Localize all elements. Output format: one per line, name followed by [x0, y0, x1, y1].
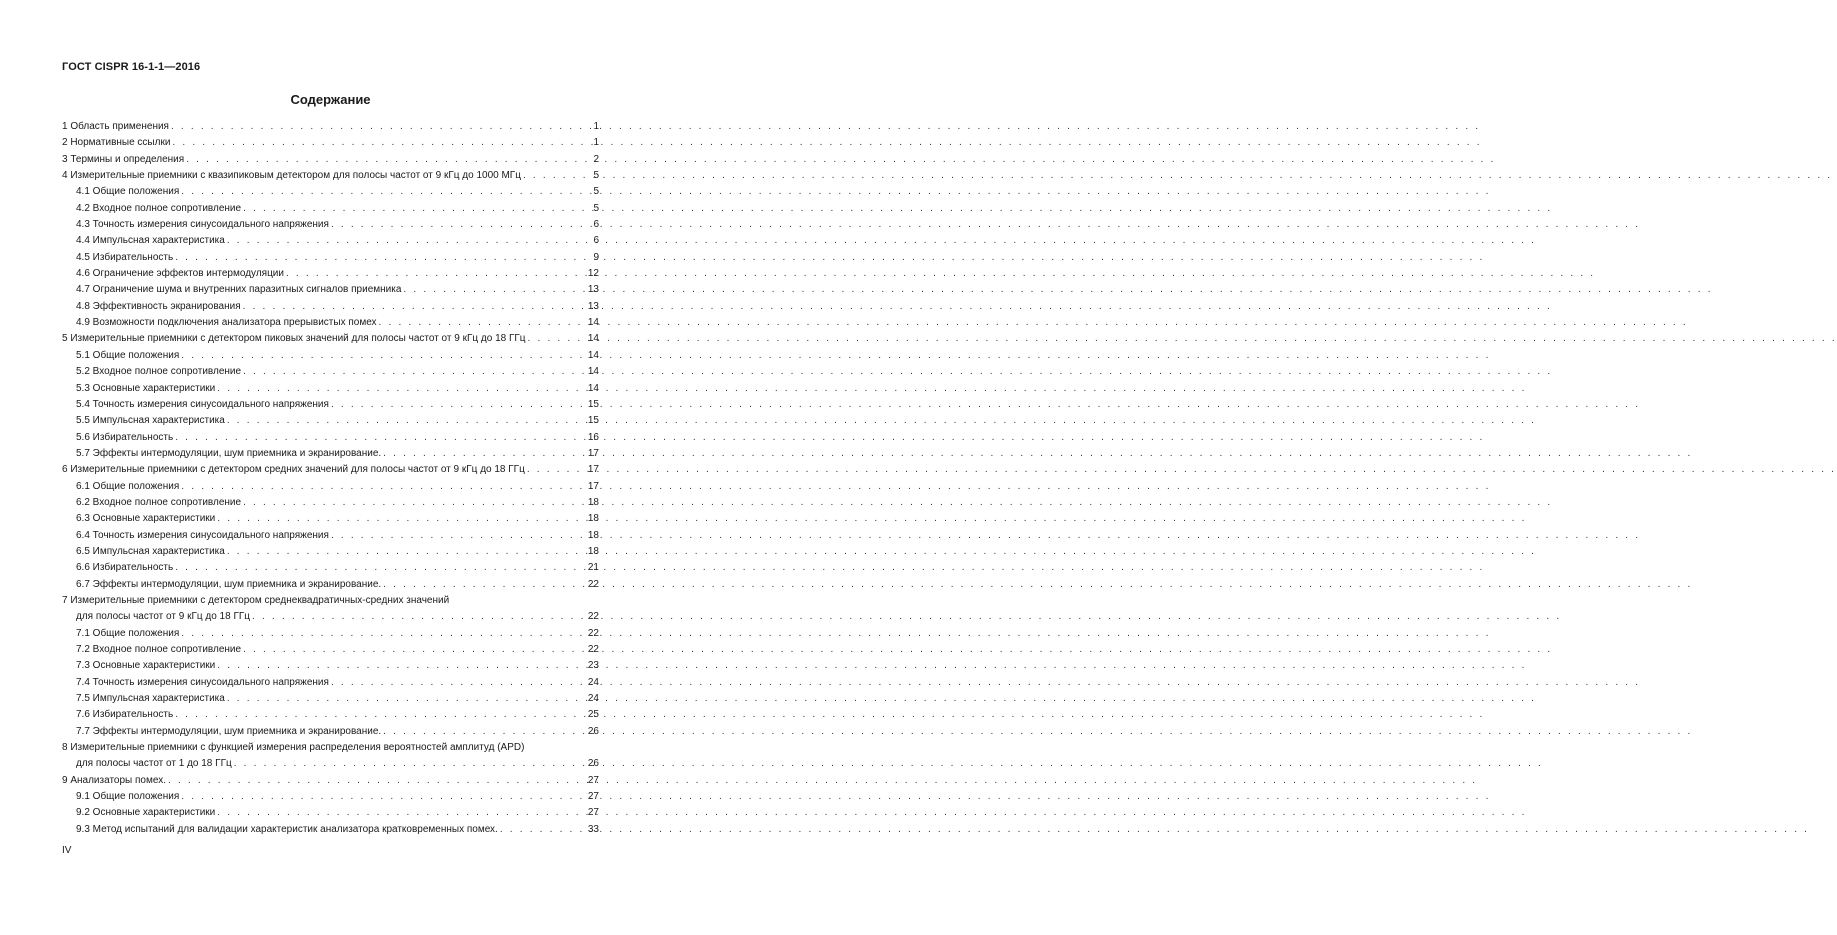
toc-entry[interactable]: [62, 135, 599, 151]
toc-leader-dots: [217, 805, 586, 821]
toc-leader-dots: [383, 577, 586, 593]
toc-leader-dots: [379, 315, 586, 331]
toc-leader-dots: [252, 609, 586, 625]
toc-entry-page: 13: [587, 284, 599, 296]
toc-entry[interactable]: [62, 756, 599, 772]
toc-entry-page: 22: [587, 578, 599, 590]
toc-entry-text: 7 Измерительные приемники с детектором среднеквадратичных-средних значений: [62, 594, 450, 606]
toc-entry-text: 6.2 Входное полное сопротивление: [76, 496, 242, 508]
toc-entry-text: 5.6 Избирательность: [76, 431, 174, 443]
toc-leader-dots: [227, 413, 586, 429]
toc-entry-page: 25: [587, 709, 599, 721]
toc-leader-dots: [181, 348, 586, 364]
toc-entry-page: 9: [593, 251, 599, 263]
toc-leader-dots: [175, 430, 586, 446]
toc-entry-text: 9.2 Основные характеристики: [76, 807, 216, 819]
toc-entry-page: 14: [587, 382, 599, 394]
toc-entry[interactable]: [62, 152, 599, 168]
toc-leader-dots: [383, 446, 586, 462]
toc-entry[interactable]: [62, 626, 599, 642]
toc-entry[interactable]: [62, 691, 599, 707]
toc-leader-dots: [186, 152, 589, 168]
toc-entry-text: 9.3 Метод испытаний для валидации характеристик анализатора кратковременных помех.: [76, 823, 498, 835]
toc-entry-page: 6: [593, 235, 599, 247]
toc-entry-text: 5.2 Входное полное сопротивление: [76, 366, 242, 378]
toc-entry-text: 4.3 Точность измерения синусоидального напряжения: [76, 219, 329, 231]
toc-entry[interactable]: [62, 119, 599, 135]
toc-entry-page: 18: [587, 513, 599, 525]
toc-entry[interactable]: [62, 266, 599, 282]
toc-entry-text: 6.6 Избирательность: [76, 562, 174, 574]
toc-entry[interactable]: [62, 675, 599, 691]
toc-entry-page: 24: [587, 676, 599, 688]
toc-entry-text: 5.7 Эффекты интермодуляции, шум приемника и экранирование.: [76, 447, 382, 459]
toc-leader-dots: [243, 495, 586, 511]
toc-leader-dots: [217, 381, 586, 397]
toc-entry-page: 1: [593, 137, 599, 149]
toc-entry-page: 18: [587, 529, 599, 541]
toc-entry-page: 12: [587, 268, 599, 280]
toc-entry-text: 5.5 Импульсная характеристика: [76, 415, 225, 427]
toc-entry[interactable]: [62, 658, 599, 674]
toc-leader-dots: [217, 658, 586, 674]
toc-entry-page: 17: [587, 480, 599, 492]
toc-entry-text: 8 Измерительные приемники с функцией измерения распределения вероятностей амплитуд (APD): [62, 742, 525, 754]
toc-entry[interactable]: [62, 413, 599, 429]
toc-entry[interactable]: [62, 544, 599, 560]
toc-leader-dots: [172, 135, 589, 151]
toc-leader-dots: [527, 462, 586, 478]
toc-entry-page: 15: [587, 415, 599, 427]
toc-entry[interactable]: [62, 331, 599, 347]
toc-entry[interactable]: [62, 528, 599, 544]
toc-entry-page: 33: [587, 823, 599, 835]
toc-entry[interactable]: [62, 479, 599, 495]
toc-entry-text: 5 Измерительные приемники с детектором пиковых значений для полосы частот от 9 кГц до 18 ГГц: [62, 333, 526, 345]
toc-entry-page: 27: [587, 774, 599, 786]
toc-entry-page: 17: [587, 447, 599, 459]
toc-entry-page: 27: [587, 791, 599, 803]
toc-entry-page: 26: [587, 758, 599, 770]
toc-leader-dots: [243, 201, 589, 217]
toc-leader-dots: [175, 560, 586, 576]
toc-entry-text: 4.8 Эффективность экранирования: [76, 300, 241, 312]
toc-leader-dots: [181, 626, 586, 642]
toc-entry[interactable]: [62, 299, 599, 315]
toc-entry-page: 14: [587, 317, 599, 329]
toc-leader-dots: [243, 364, 586, 380]
toc-entry-text: 7.6 Избирательность: [76, 709, 174, 721]
toc-entry-text: 9.1 Общие положения: [76, 791, 180, 803]
toc-leader-dots: [331, 217, 589, 233]
toc-entry-page: 6: [593, 219, 599, 231]
toc-entry-text: для полосы частот от 9 кГц до 18 ГГц: [76, 611, 251, 623]
toc-title: Содержание: [290, 92, 371, 107]
toc-entry-text: 7.1 Общие положения: [76, 627, 180, 639]
toc-entry-page: 17: [587, 464, 599, 476]
toc-entry-text: 5.1 Общие положения: [76, 349, 180, 361]
toc-entry-text: 6.4 Точность измерения синусоидального напряжения: [76, 529, 329, 541]
toc-entry-text: 7.3 Основные характеристики: [76, 660, 216, 672]
toc-entry-text: 1 Область применения: [62, 121, 169, 132]
toc-leader-dots: [286, 266, 586, 282]
toc-entry-page: 22: [587, 644, 599, 655]
toc-entry[interactable]: [62, 740, 599, 756]
toc-entry[interactable]: [62, 397, 599, 413]
toc-leader-dots: [403, 282, 585, 298]
document-header: ГОСТ CISPR 16-1-1—2016: [62, 61, 201, 73]
toc-leader-dots: [331, 397, 586, 413]
toc-entry-text: 7.7 Эффекты интермодуляции, шум приемника и экранирование.: [76, 725, 382, 737]
toc-entry-text: 6.1 Общие положения: [76, 480, 180, 492]
toc-entry-text: 4.7 Ограничение шума и внутренних паразитных сигналов приемника: [76, 284, 402, 296]
toc-entry-page: 23: [587, 660, 599, 672]
toc-entry-text: 4.4 Импульсная характеристика: [76, 235, 225, 247]
toc-entry[interactable]: [62, 707, 599, 723]
toc-entry[interactable]: [62, 495, 599, 511]
toc-entry-text: для полосы частот от 1 до 18 ГГц: [76, 758, 232, 770]
toc-entry-text: 4.5 Избирательность: [76, 251, 174, 263]
toc-entry-page: 22: [587, 627, 599, 639]
toc-entry-page: 5: [593, 186, 599, 198]
toc-leader-dots: [175, 707, 586, 723]
toc-entry[interactable]: [62, 201, 599, 217]
toc-entry[interactable]: [62, 724, 599, 740]
toc-entry-page: 14: [587, 349, 599, 361]
toc-entry-page: 16: [587, 431, 599, 443]
toc-entry-text: 7.2 Входное полное сопротивление: [76, 644, 242, 655]
toc-entry-page: 5: [593, 202, 599, 214]
toc-entry[interactable]: [62, 446, 599, 462]
table-of-contents: [62, 119, 599, 838]
toc-entry[interactable]: [62, 822, 599, 838]
toc-entry[interactable]: [62, 430, 599, 446]
toc-leader-dots: [523, 168, 589, 184]
toc-entry-page: 24: [587, 693, 599, 705]
toc-entry[interactable]: [62, 217, 599, 233]
toc-entry[interactable]: [62, 282, 599, 298]
toc-leader-dots: [383, 724, 586, 740]
toc-leader-dots: [331, 528, 586, 544]
toc-entry-text: 6 Измерительные приемники с детектором средних значений для полосы частот от 9 кГц до 18 ГГц: [62, 464, 525, 476]
toc-entry[interactable]: [62, 642, 599, 658]
toc-entry-text: 3 Термины и определения: [62, 153, 185, 165]
toc-entry[interactable]: [62, 577, 599, 593]
toc-entry[interactable]: [62, 233, 599, 249]
toc-entry-text: 2 Нормативные ссылки: [62, 137, 171, 149]
toc-entry-page: 14: [587, 333, 599, 345]
toc-entry[interactable]: [62, 250, 599, 266]
toc-entry[interactable]: [62, 511, 599, 527]
toc-leader-dots: [243, 299, 586, 315]
toc-entry[interactable]: [62, 315, 599, 331]
toc-entry-page: 18: [587, 545, 599, 557]
page-number: IV: [62, 845, 72, 856]
toc-entry-text: 4.9 Возможности подключения анализатора прерывистых помех: [76, 317, 377, 329]
toc-entry-text: 5.4 Точность измерения синусоидального напряжения: [76, 398, 329, 410]
toc-leader-dots: [227, 544, 586, 560]
toc-leader-dots: [331, 675, 586, 691]
toc-entry[interactable]: [62, 805, 599, 821]
toc-entry[interactable]: [62, 609, 599, 625]
toc-leader-dots: [243, 642, 586, 658]
toc-leader-dots: [181, 479, 586, 495]
toc-entry-text: 4 Измерительные приемники с квазипиковым детектором для полосы частот от 9 кГц до 1000 МГц: [62, 170, 521, 182]
toc-entry[interactable]: [62, 789, 599, 805]
toc-leader-dots: [227, 691, 586, 707]
toc-entry[interactable]: [62, 773, 599, 789]
toc-entry-text: 4.1 Общие положения: [76, 186, 180, 198]
toc-entry-text: 7.5 Импульсная характеристика: [76, 693, 225, 705]
toc-entry-text: 9 Анализаторы помех.: [62, 774, 166, 786]
toc-entry-text: 6.3 Основные характеристики: [76, 513, 216, 525]
toc-leader-dots: [181, 184, 589, 200]
toc-entry-page: 2: [593, 153, 599, 165]
toc-entry-page: 18: [587, 496, 599, 508]
toc-entry[interactable]: [62, 184, 599, 200]
toc-entry-page: 27: [587, 807, 599, 819]
toc-entry[interactable]: [62, 168, 599, 184]
toc-entry[interactable]: [62, 462, 599, 478]
toc-entry[interactable]: [62, 593, 599, 609]
toc-leader-dots: [168, 773, 586, 789]
toc-entry[interactable]: [62, 560, 599, 576]
toc-leader-dots: [234, 756, 586, 772]
toc-entry-page: 15: [587, 398, 599, 410]
toc-leader-dots: [528, 331, 586, 347]
toc-entry-text: 4.6 Ограничение эффектов интермодуляции: [76, 268, 284, 280]
toc-entry-page: 1: [593, 121, 599, 132]
toc-entry-page: 13: [587, 300, 599, 312]
toc-leader-dots: [175, 250, 589, 266]
toc-entry-text: 5.3 Основные характеристики: [76, 382, 216, 394]
toc-leader-dots: [500, 822, 586, 838]
toc-entry-text: 6.5 Импульсная характеристика: [76, 545, 225, 557]
toc-entry-page: 14: [587, 366, 599, 378]
toc-entry-page: 21: [587, 562, 599, 574]
toc-entry-text: 4.2 Входное полное сопротивление: [76, 202, 242, 214]
toc-entry[interactable]: [62, 381, 599, 397]
toc-leader-dots: [181, 789, 586, 805]
toc-entry-text: 7.4 Точность измерения синусоидального напряжения: [76, 676, 329, 688]
toc-entry[interactable]: [62, 364, 599, 380]
toc-entry-page: 22: [587, 611, 599, 623]
toc-entry[interactable]: [62, 348, 599, 364]
toc-entry-page: 26: [587, 725, 599, 737]
toc-entry-text: 6.7 Эффекты интермодуляции, шум приемника и экранирование.: [76, 578, 382, 590]
toc-leader-dots: [171, 119, 589, 135]
toc-leader-dots: [217, 511, 586, 527]
toc-entry-page: 5: [593, 170, 599, 182]
toc-leader-dots: [227, 233, 589, 249]
